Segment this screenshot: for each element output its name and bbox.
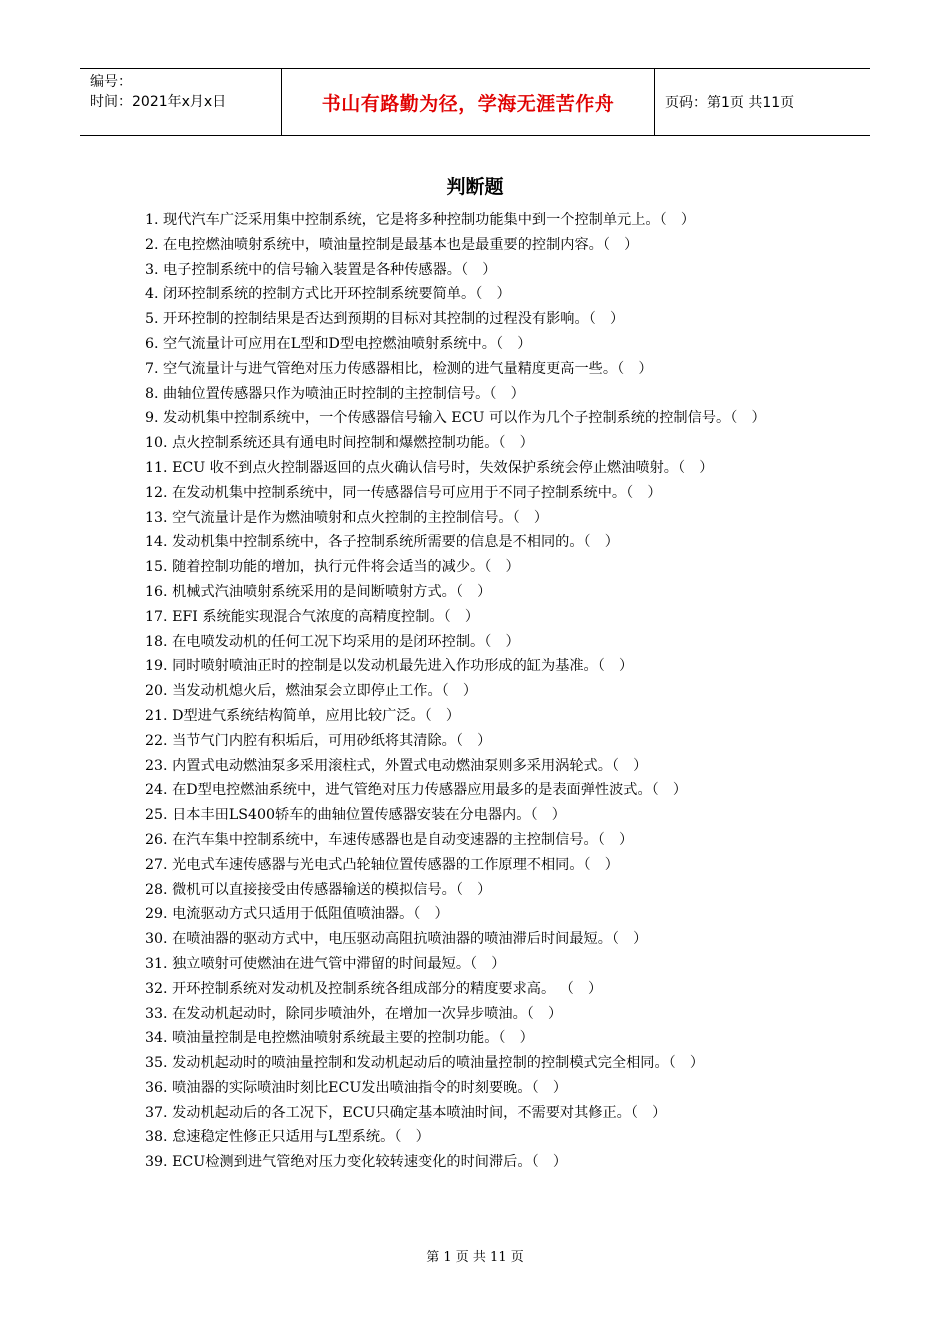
question-item: 23. 内置式电动燃油泵多采用滚柱式，外置式电动燃油泵则多采用涡轮式。（ ） bbox=[145, 757, 648, 774]
question-item: 33. 在发动机起动时，除同步喷油外，在增加一次异步喷油。（ ） bbox=[145, 1005, 563, 1022]
question-item: 31. 独立喷射可使燃油在进气管中滞留的时间最短。（ ） bbox=[145, 955, 506, 972]
question-item: 22. 当节气门内腔有积垢后，可用砂纸将其清除。（ ） bbox=[145, 732, 492, 749]
page-footer: 第 1 页 共 11 页 bbox=[426, 1250, 524, 1265]
question-item: 36. 喷油器的实际喷油时刻比ECU发出喷油指令的时刻要晚。（ ） bbox=[145, 1079, 568, 1096]
question-item: 34. 喷油量控制是电控燃油喷射系统最主要的控制功能。（ ） bbox=[145, 1030, 534, 1047]
time-label: 时间：2021年x月x日 bbox=[90, 94, 227, 110]
question-item: 39. ECU检测到进气管绝对压力变化较转速变化的时间滞后。（ ） bbox=[145, 1154, 568, 1171]
question-item: 30. 在喷油器的驱动方式中，电压驱动高阻抗喷油器的喷油滞后时间最短。（ ） bbox=[145, 931, 648, 948]
question-item: 6. 空气流量计可应用在L型和D型电控燃油喷射系统中。（ ） bbox=[145, 335, 532, 352]
question-item: 19. 同时喷射喷油正时的控制是以发动机最先进入作功形成的缸为基准。（ ） bbox=[145, 658, 634, 675]
question-item: 35. 发动机起动时的喷油量控制和发动机起动后的喷油量控制的控制模式完全相同。（ ） bbox=[145, 1055, 705, 1072]
question-item: 14. 发动机集中控制系统中，各子控制系统所需要的信息是不相同的。（ ） bbox=[145, 534, 619, 551]
question-item: 10. 点火控制系统还具有通电时间控制和爆燃控制功能。（ ） bbox=[145, 435, 534, 452]
question-item: 4. 闭环控制系统的控制方式比开环控制系统要简单。（ ） bbox=[145, 286, 511, 303]
question-item: 16. 机械式汽油喷射系统采用的是间断喷射方式。（ ） bbox=[145, 583, 492, 600]
question-item: 21. D型进气系统结构简单，应用比较广泛。（ ） bbox=[145, 707, 461, 724]
question-item: 1. 现代汽车广泛采用集中控制系统，它是将多种控制功能集中到一个控制单元上。（ ） bbox=[145, 212, 696, 228]
question-item: 29. 电流驱动方式只适用于低阻值喷油器。（ ） bbox=[145, 906, 449, 923]
header-motto: 书山有路勤为径，学海无涯苦作舟 bbox=[282, 69, 655, 135]
question-item: 15. 随着控制功能的增加，执行元件将会适当的减少。（ ） bbox=[145, 559, 520, 576]
question-item: 37. 发动机起动后的各工况下，ECU只确定基本喷油时间，不需要对其修正。（ ） bbox=[145, 1104, 667, 1121]
number-label: 编号： bbox=[90, 74, 132, 90]
question-item: 38. 怠速稳定性修正只适用与L型系统。（ ） bbox=[145, 1129, 430, 1146]
question-item: 24. 在D型电控燃油系统中，进气管绝对压力传感器应用最多的是表面弹性波式。（ ） bbox=[145, 782, 688, 799]
question-item: 20. 当发动机熄火后，燃油泵会立即停止工作。（ ） bbox=[145, 683, 478, 700]
question-item: 17. EFI 系统能实现混合气浓度的高精度控制。（ ） bbox=[145, 608, 480, 625]
question-item: 2. 在电控燃油喷射系统中，喷油量控制是最基本也是最重要的控制内容。（ ） bbox=[145, 236, 639, 253]
question-item: 32. 开环控制系统对发动机及控制系统各组成部分的精度要求高。 （ ） bbox=[145, 980, 603, 997]
question-item: 9. 发动机集中控制系统中，一个传感器信号输入 ECU 可以作为几个子控制系统的控制信号。（ ） bbox=[145, 410, 766, 427]
question-item: 11. ECU 收不到点火控制器返回的点火确认信号时，失效保护系统会停止燃油喷射。（ ） bbox=[145, 459, 714, 476]
question-item: 18. 在电喷发动机的任何工况下均采用的是闭环控制。（ ） bbox=[145, 633, 520, 650]
question-item: 13. 空气流量计是作为燃油喷射和点火控制的主控制信号。（ ） bbox=[145, 509, 549, 526]
question-item: 25. 日本丰田LS400轿车的曲轴位置传感器安装在分电器内。（ ） bbox=[145, 807, 566, 824]
header-page-info: 页码：第1页 共11页 bbox=[665, 95, 795, 111]
question-item: 3. 电子控制系统中的信号输入装置是各种传感器。（ ） bbox=[145, 261, 497, 278]
page-title: 判断题 bbox=[446, 176, 504, 198]
header-meta bbox=[80, 69, 282, 135]
question-item: 7. 空气流量计与进气管绝对压力传感器相比，检测的进气量精度更高一些。（ ） bbox=[145, 360, 653, 377]
page-header bbox=[80, 68, 870, 136]
question-item: 28. 微机可以直接接受由传感器输送的模拟信号。（ ） bbox=[145, 881, 492, 898]
question-item: 27. 光电式车速传感器与光电式凸轮轴位置传感器的工作原理不相同。（ ） bbox=[145, 856, 619, 873]
question-item: 26. 在汽车集中控制系统中，车速传感器也是自动变速器的主控制信号。（ ） bbox=[145, 831, 634, 848]
question-list bbox=[145, 208, 809, 1175]
question-item: 8. 曲轴位置传感器只作为喷油正时控制的主控制信号。（ ） bbox=[145, 385, 525, 402]
question-item: 5. 开环控制的控制结果是否达到预期的目标对其控制的过程没有影响。（ ） bbox=[145, 311, 625, 328]
question-item: 12. 在发动机集中控制系统中，同一传感器信号可应用于不同子控制系统中。（ ） bbox=[145, 484, 662, 501]
